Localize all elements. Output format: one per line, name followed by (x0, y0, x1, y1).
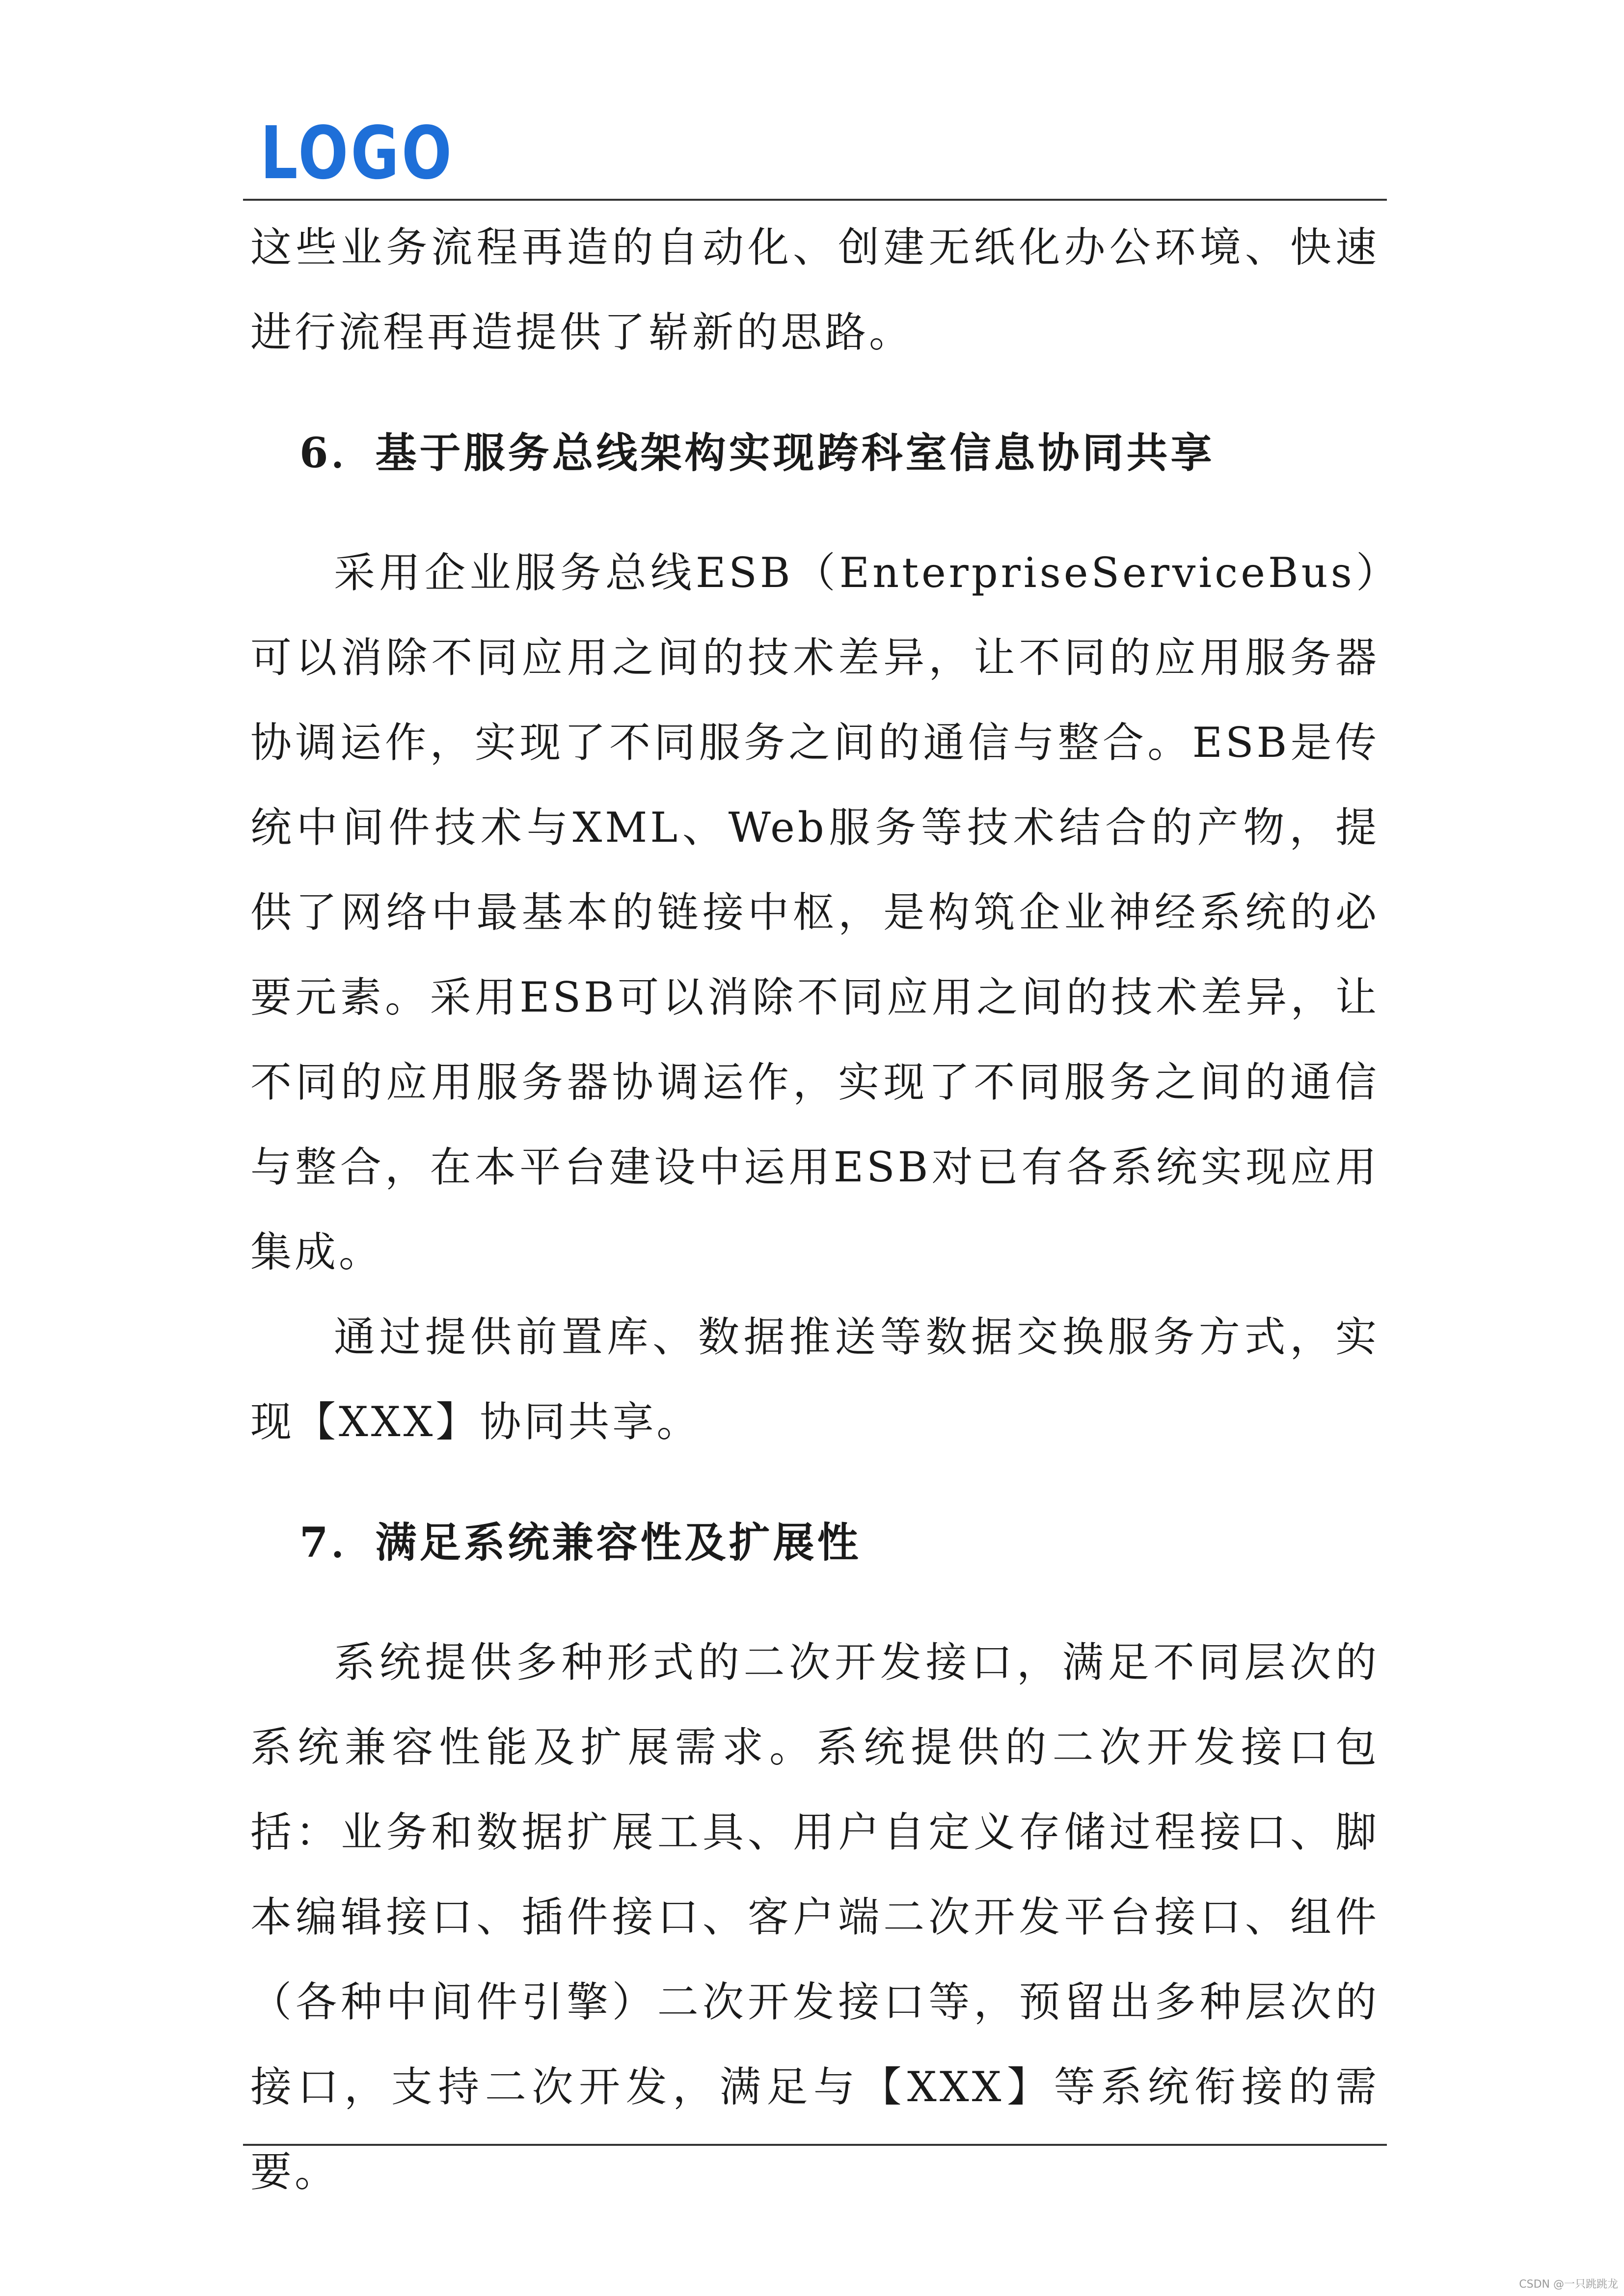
section-6-heading: 6．基于服务总线架构实现跨科室信息协同共享 (299, 428, 1215, 477)
logo-text: LOGO (260, 111, 454, 195)
intro-paragraph: 这些业务流程再造的自动化、创建无纸化办公环境、快速进行流程再造提供了崭新的思路。 (250, 223, 1380, 356)
logo (260, 111, 457, 195)
header-divider (243, 199, 1387, 201)
section-6-paragraph-2: 通过提供前置库、数据推送等数据交换服务方式，实现【XXX】协同共享。 (250, 1313, 1380, 1446)
document-body (250, 205, 1380, 2215)
section-6-paragraph-1: 采用企业服务总线ESB（EnterpriseServiceBus）可以消除不同应用之间的技术差异，让不同的应用服务器协调运作，实现了不同服务之间的通信与整合。ESB是传统中间件技术与XML、Web服务等技术结合的产物，提供了网络中最基本的链接中枢，是构筑企业神经系统的必要元素。采用ESB可以消除不同应用之间的技术差异，让不同的应用服务器协调运作，实现了不同服务之间的通信与整合，在本平台建设中运用ESB对已有各系统实现应用集成。 (250, 549, 1380, 1276)
spacer (250, 1465, 1380, 1500)
footer-divider (243, 2144, 1387, 2146)
spacer (250, 1585, 1380, 1620)
logo-graphic (260, 111, 457, 195)
spacer (250, 495, 1380, 531)
section-7-paragraph-1: 系统提供多种形式的二次开发接口，满足不同层次的系统兼容性能及扩展需求。系统提供的二次开发接口包括：业务和数据扩展工具、用户自定义存储过程接口、脚本编辑接口、插件接口、客户端二次开发平台接口、组件（各种中间件引擎）二次开发接口等，预留出多种层次的接口，支持二次开发，满足与【XXX】等系统衔接的需要。 (250, 1638, 1380, 2196)
spacer (250, 375, 1380, 410)
section-7-heading: 7．满足系统兼容性及扩展性 (299, 1518, 862, 1567)
watermark: CSDN @一只跳跳龙 (1519, 2278, 1618, 2291)
